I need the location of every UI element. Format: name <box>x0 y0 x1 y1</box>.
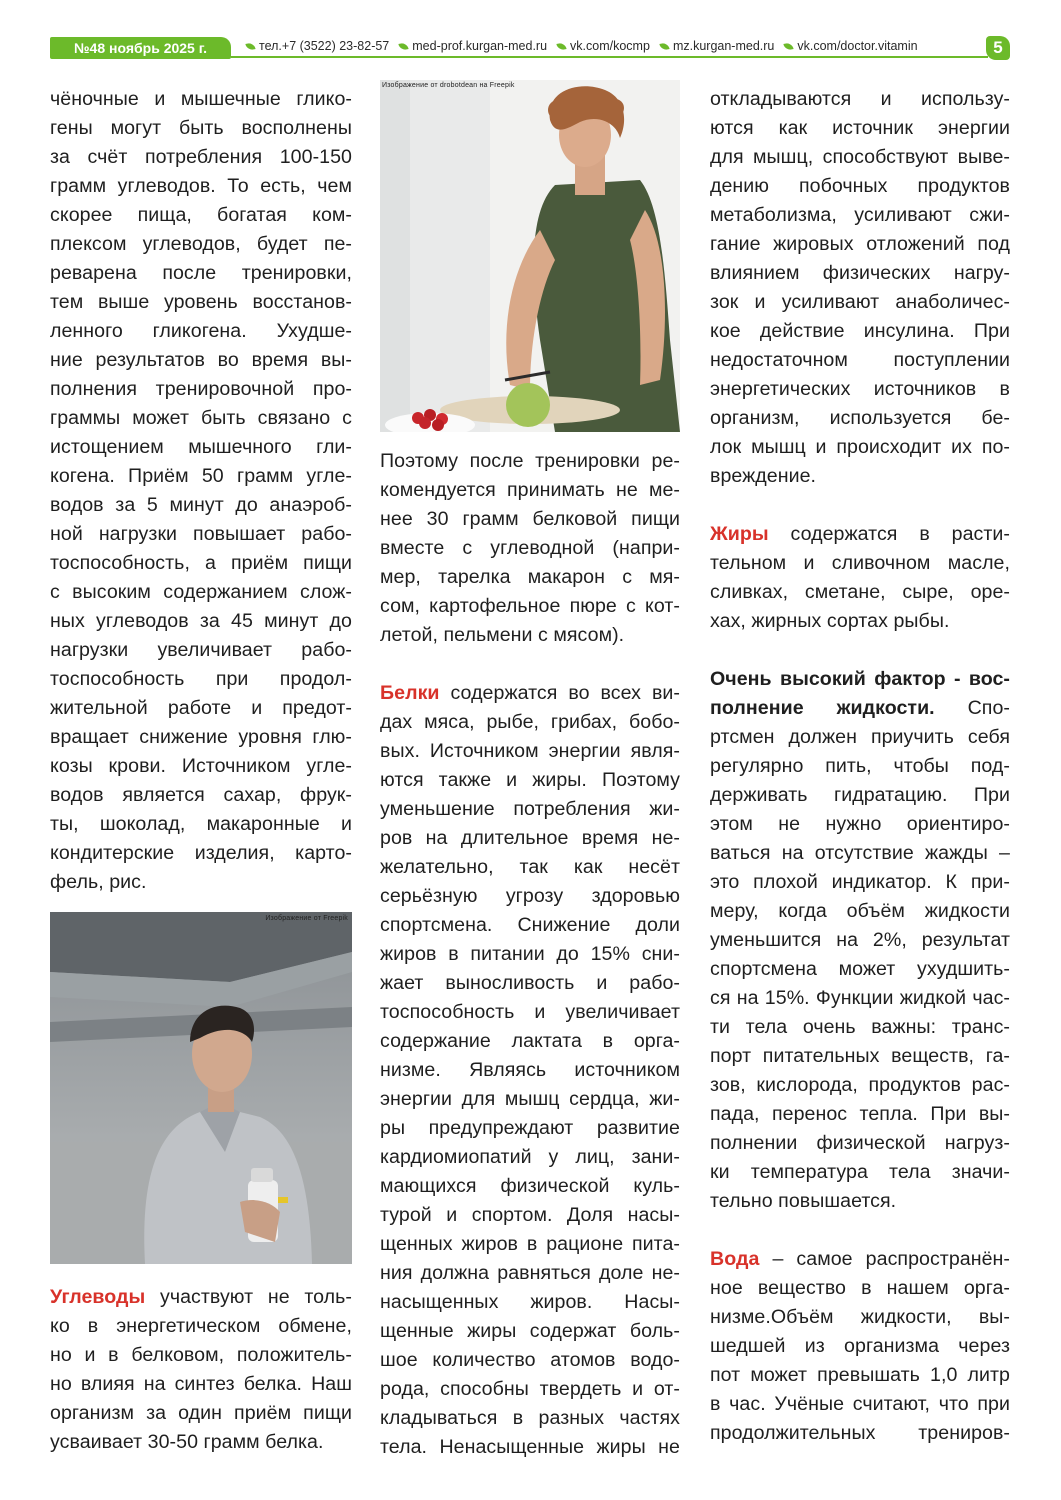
text-line: ки температура тела значи- <box>710 1161 1010 1183</box>
fats-paragraph-start-heading: Жиры <box>710 523 769 545</box>
text-line: желательно, так как несёт <box>380 856 680 878</box>
text-line: меру, когда объём жидкости <box>710 900 1010 922</box>
text-line: козы крови. Источником угле- <box>50 755 352 777</box>
water-paragraph-start-text: – самое распространён- <box>759 1248 1010 1270</box>
leaf-icon <box>399 42 409 51</box>
column-1-text <box>50 85 352 897</box>
text-line: тоспособность и увеличивает <box>380 1001 680 1023</box>
page-header <box>0 0 1061 70</box>
text-line: Поэтому после тренировки ре- <box>380 450 680 472</box>
text-line: спортсмена может ухудшить- <box>710 958 1010 980</box>
text-line: водов является сахар, фрук- <box>50 784 352 806</box>
column-1-carbs-text <box>50 1283 352 1457</box>
carbs-paragraph-start-text: участвуют не толь- <box>145 1286 352 1308</box>
contacts-bar <box>246 38 928 54</box>
text-line: истощением мышечного гли- <box>50 436 352 458</box>
paragraph-gap <box>710 636 1010 665</box>
photo-man-with-bottle <box>50 912 352 1264</box>
paragraph-gap <box>380 650 680 679</box>
text-line: нее 30 грамм белковой пищи <box>380 508 680 530</box>
man-with-bottle-image <box>50 912 352 1264</box>
text-line: пот может превышать 1,0 литр <box>710 1364 1010 1386</box>
header-rule <box>231 56 988 58</box>
leaf-icon <box>245 42 255 51</box>
text-line: рода, способны твердеть и от- <box>380 1378 680 1400</box>
text-line: ных углеводов за 45 минут до <box>50 610 352 632</box>
text-line: насыщенных жиров. Насы- <box>380 1291 680 1313</box>
text-line: этом не нужно ориентиро- <box>710 813 1010 835</box>
text-line: тельном и сливочном масле, <box>710 552 1010 574</box>
text-line: но и в белковом, положитель- <box>50 1344 352 1366</box>
leaf-icon <box>556 42 566 51</box>
text-line: жиров в питании до 15% сни- <box>380 943 680 965</box>
text-line: спортсмена. Снижение доли <box>380 914 680 936</box>
text-line: недостаточном поступлении <box>710 349 1010 371</box>
text-line: ров на длительное время не- <box>380 827 680 849</box>
text-line: содержание лактата в орга- <box>380 1030 680 1052</box>
text-line: в час. Учёные считают, что при <box>710 1393 1010 1415</box>
text-line: ние результатов во время вы- <box>50 349 352 371</box>
photo-credit-bottom: Изображение от Freepik <box>265 915 348 922</box>
text-line: порт питательных веществ, га- <box>710 1045 1010 1067</box>
text-line: уменьшение потребления жи- <box>380 798 680 820</box>
text-line: дах мяса, рыбе, грибах, бобо- <box>380 711 680 733</box>
text-line: ленного гликогена. Ухудше- <box>50 320 352 342</box>
text-line: энергии для мышц сердца, жи- <box>380 1088 680 1110</box>
text-line: тоспособность при продол- <box>50 668 352 690</box>
fluid-paragraph-start-heading: полнение жидкости. <box>710 697 935 719</box>
text-line: энергетических источников в <box>710 378 1010 400</box>
text-line: уменьшится на 2%, результат <box>710 929 1010 951</box>
text-line: скорее пища, богатая ком- <box>50 204 352 226</box>
text-line: организм, используется бе- <box>710 407 1010 429</box>
text-line: ной нагрузки повышает рабо- <box>50 523 352 545</box>
text-line: дению побочных продуктов <box>710 175 1010 197</box>
photo-credit-top: Изображение от drobotdean на Freepik <box>382 82 515 89</box>
text-line: нагрузки увеличивает рабо- <box>50 639 352 661</box>
text-line: водов за 5 минут до анаэроб- <box>50 494 352 516</box>
text-line: кое действие инсулина. При <box>710 320 1010 342</box>
contact-site-med-prof[interactable]: med-prof.kurgan-med.ru <box>399 39 547 53</box>
text-line: тела. Ненасыщенные жиры не <box>380 1436 680 1458</box>
text-line: жает выносливость и рабо- <box>380 972 680 994</box>
text-line: гание жировых отложений под <box>710 233 1010 255</box>
text-line: вместе с углеводной (напри- <box>380 537 680 559</box>
fats-paragraph-start-text: содержатся в расти- <box>768 523 1010 545</box>
text-line: это плохой индикатор. К при- <box>710 871 1010 893</box>
text-line: летой, пельмени с мясом). <box>380 624 625 646</box>
text-line: мер, тарелка макарон с мя- <box>380 566 680 588</box>
text-line: серьёзную угрозу здоровью <box>380 885 680 907</box>
text-line: ются как источник энергии <box>710 117 1010 139</box>
text-line: полнения тренировочной про- <box>50 378 352 400</box>
text-line: ртсмен должен приучить себя <box>710 726 1010 748</box>
text-line: грамм углеводов. То есть, чем <box>50 175 352 197</box>
carbs-paragraph-start-heading: Углеводы <box>50 1286 146 1308</box>
text-line: зов, кислорода, продуктов рас- <box>710 1074 1010 1096</box>
fluid-paragraph-start <box>710 694 1010 723</box>
text-line: ния должна равняться доле не- <box>380 1262 680 1284</box>
text-line: сливках, сметане, сыре, оре- <box>710 581 1010 603</box>
text-line: для мышц, способствуют выве- <box>710 146 1010 168</box>
text-line: тельно повышается. <box>710 1190 897 1212</box>
text-line: метаболизма, усиливают сжи- <box>710 204 1010 226</box>
text-line: фель, рис. <box>50 871 147 893</box>
carbs-paragraph-start <box>50 1283 352 1312</box>
text-line: жительной работе и предот- <box>50 697 352 719</box>
text-line: тоспособность, а приём пищи <box>50 552 352 574</box>
text-line: ти тела очень важны: транс- <box>710 1016 1010 1038</box>
text-line: но влияя на синтез белка. Наш <box>50 1373 352 1395</box>
column-2-text <box>380 447 680 1462</box>
text-line: усваивает 30-50 грамм белка. <box>50 1431 324 1453</box>
contact-vk-doctor-vitamin[interactable]: vk.com/doctor.vitamin <box>784 39 917 53</box>
water-paragraph-start-heading: Вода <box>710 1248 760 1270</box>
text-line: щенных жиров в рационе пита- <box>380 1233 680 1255</box>
text-line: шедшей из организма через <box>710 1335 1010 1357</box>
text-line: низме.Объём жидкости, вы- <box>710 1306 1010 1328</box>
text-line: влиянием физических нагру- <box>710 262 1010 284</box>
man-cutting-fruit-image <box>380 80 680 432</box>
text-line: с высоким содержанием слож- <box>50 581 352 603</box>
text-line: вреждение. <box>710 465 817 487</box>
text-line: комендуется принимать не ме- <box>380 479 680 501</box>
text-line: ваться на отсутствие жажды – <box>710 842 1010 864</box>
paragraph-gap <box>710 491 1010 520</box>
text-line: кардиомиопатий у лиц, зани- <box>380 1146 680 1168</box>
water-paragraph-start <box>710 1245 1010 1274</box>
proteins-paragraph-start-text: содержатся во всех ви- <box>439 682 680 704</box>
text-line: плексом углеводов, будет пе- <box>50 233 352 255</box>
contact-vk-kocmp[interactable]: vk.com/kocmp <box>557 39 650 53</box>
text-line: ся на 15%. Функции жидкой час- <box>710 987 1010 1009</box>
text-line: пада, перенос тепла. При вы- <box>710 1103 1010 1125</box>
text-line: за счёт потребления 100-150 <box>50 146 352 168</box>
text-line: реварена после тренировки, <box>50 262 352 284</box>
contact-phone: тел.+7 (3522) 23-82-57 <box>246 39 389 53</box>
text-line: кондитерские изделия, карто- <box>50 842 352 864</box>
leaf-icon <box>784 42 794 51</box>
text-line: лок мышц и происходит их по- <box>710 436 1010 458</box>
text-line: сом, картофельное пюре с кот- <box>380 595 680 617</box>
text-line: полнении физической нагруз- <box>710 1132 1010 1154</box>
issue-label: №48 ноябрь 2025 г. <box>50 37 231 59</box>
paragraph-gap <box>710 1216 1010 1245</box>
text-line: держивать гидратацию. При <box>710 784 1010 806</box>
fluid-heading-line: Очень высокий фактор - вос- <box>710 668 1010 690</box>
text-line: когена. Приём 50 грамм угле- <box>50 465 352 487</box>
text-line: ются также и жиры. Поэтому <box>380 769 680 791</box>
text-line: кладываться в разных частях <box>380 1407 680 1429</box>
text-line: ко в энергетическом обмене, <box>50 1315 352 1337</box>
text-line: ры предупреждают развитие <box>380 1117 680 1139</box>
text-line: чёночные и мышечные глико- <box>50 88 352 110</box>
text-line: шое количество атомов водо- <box>380 1349 680 1371</box>
column-3-text <box>710 85 1010 1448</box>
text-line: регулярно пить, чтобы под- <box>710 755 1010 777</box>
leaf-icon <box>659 42 669 51</box>
fluid-paragraph-start-text: Спо- <box>934 697 1010 719</box>
text-line: ты, шоколад, макаронные и <box>50 813 352 835</box>
text-line: зок и усиливают анаболичес- <box>710 291 1010 313</box>
text-line: хах, жирных сортах рыбы. <box>710 610 950 632</box>
text-line: низме. Являясь источником <box>380 1059 680 1081</box>
text-line: щенные жиры содержат боль- <box>380 1320 680 1342</box>
proteins-paragraph-start-heading: Белки <box>380 682 440 704</box>
text-line: вых. Источником энергии явля- <box>380 740 680 762</box>
text-line: тем выше уровень восстанов- <box>50 291 352 313</box>
text-line: продолжительных трениров- <box>710 1422 1010 1444</box>
text-line: откладываются и использу- <box>710 88 1010 110</box>
text-line: вращает снижение уровня глю- <box>50 726 352 748</box>
text-line: граммы может быть связано с <box>50 407 352 429</box>
proteins-paragraph-start <box>380 679 680 708</box>
text-line: организм за один приём пищи <box>50 1402 352 1424</box>
text-line: мающихся физической куль- <box>380 1175 680 1197</box>
fats-paragraph-start <box>710 520 1010 549</box>
text-line: гены могут быть восполнены <box>50 117 352 139</box>
text-line: ное вещество в нашем орга- <box>710 1277 1010 1299</box>
page-number: 5 <box>986 36 1010 60</box>
text-line: турой и спортом. Доля насы- <box>380 1204 680 1226</box>
contact-site-mz[interactable]: mz.kurgan-med.ru <box>660 39 774 53</box>
photo-man-cutting-fruit <box>380 80 680 432</box>
